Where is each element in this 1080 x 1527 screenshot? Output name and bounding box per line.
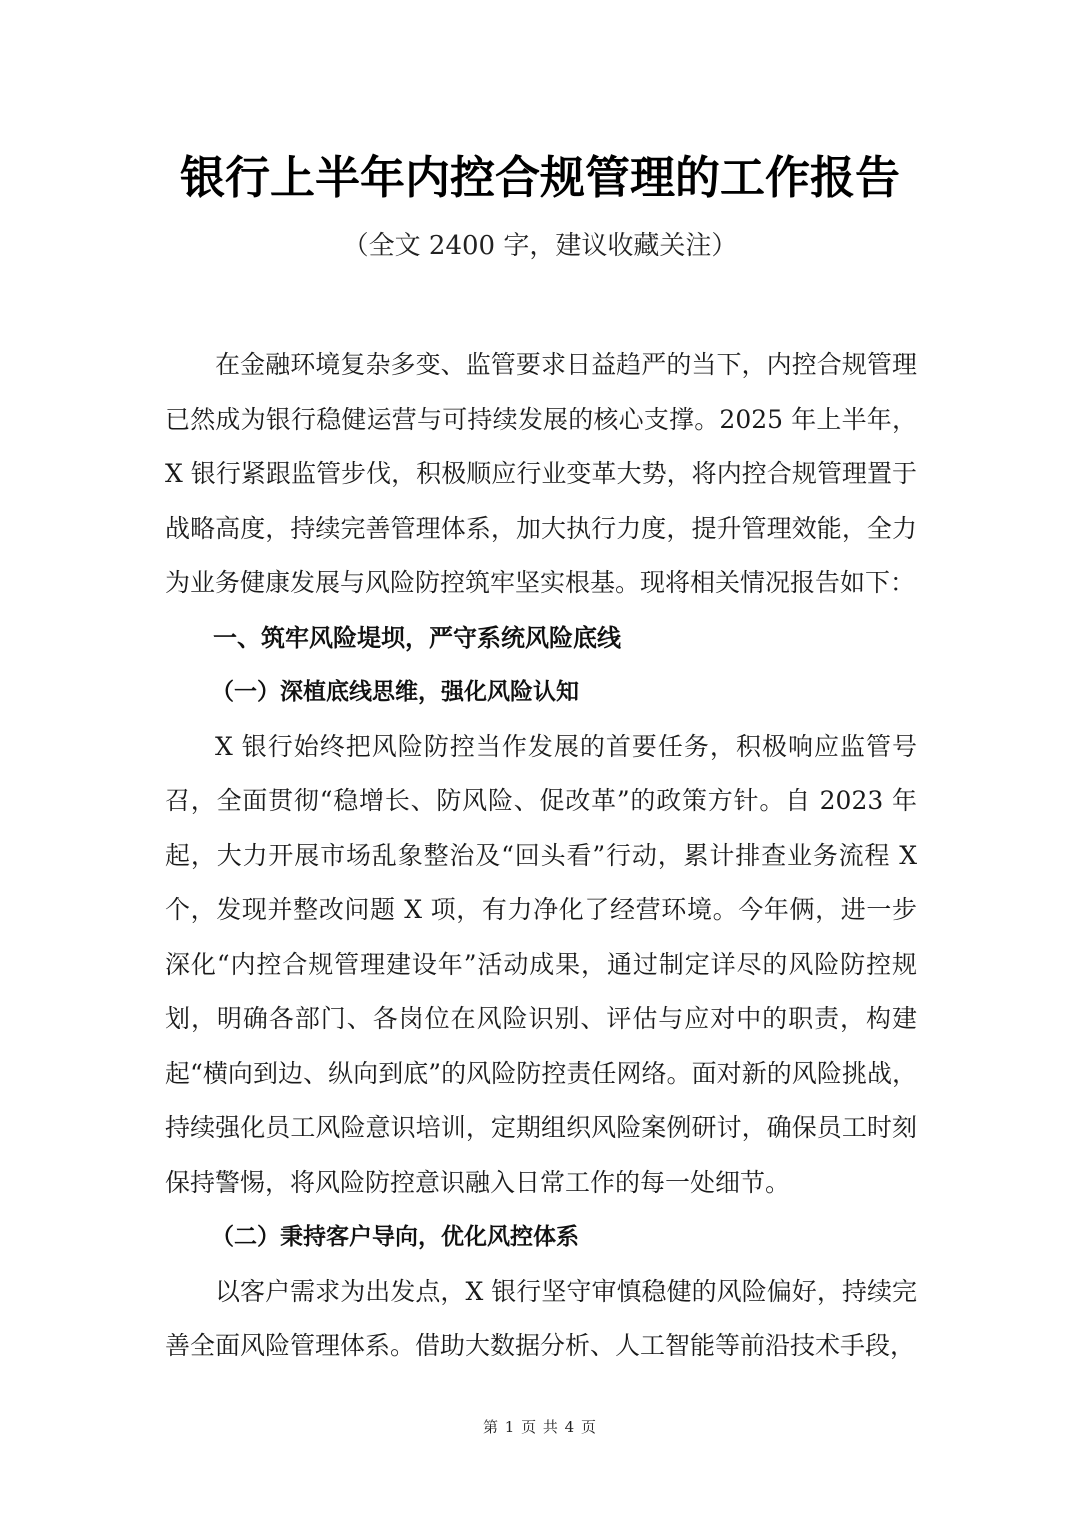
intro-paragraph: 在金融环境复杂多变、监管要求日益趋严的当下，内控合规管理已然成为银行稳健运营与可持续发展的核心支撑。2025 年上半年，X 银行紧跟监管步伐，积极顺应行业变革大势，将内控合规管理置于战略高度，持续完善管理体系，加大执行力度，提升管理效能，全力为业务健康发展与风险防控筑牢坚实根基。现将相关情况报告如下： — [165, 350, 917, 597]
subsection-heading-2: （二）秉持客户导向，优化风控体系 — [211, 1224, 579, 1250]
section-heading-1: 一、筑牢风险堤坝，严守系统风险底线 — [213, 623, 621, 652]
subsection-heading-1: （一）深植底线思维，强化风险认知 — [211, 679, 579, 705]
subsection-paragraph-2: 以客户需求为出发点，X 银行坚守审慎稳健的风险偏好，持续完善全面风险管理体系。借助大数据分析、人工智能等前沿技术手段， — [165, 1276, 917, 1360]
page-subtitle: （全文 2400 字，建议收藏关注） — [342, 231, 738, 261]
document-body — [165, 338, 917, 1374]
page-title: 银行上半年内控合规管理的工作报告 — [179, 151, 900, 204]
subsection-paragraph-1: X 银行始终把风险防控当作发展的首要任务，积极响应监管号召，全面贯彻“稳增长、防风险、促改革”的政策方针。自 2023 年起，大力开展市场乱象整治及“回头看”行动，累计排查业务流程 X 个，发现并整改问题 X 项，有力净化了经营环境。今年俩，进一步深化“内控合规管理建设年”活动成果，通过制定详尽的风险防控规划，明确各部门、各岗位在风险识别、评估与应对中的职责，构建起“横向到边、纵向到底”的风险防控责任网络。面对新的风险挑战，持续强化员工风险意识培训，定期组织风险案例研讨，确保员工时刻保持警惕，将风险防控意识融入日常工作的每一处细节。 — [165, 731, 917, 1197]
page-number-footer: 第 1 页 共 4 页 — [483, 1418, 597, 1436]
